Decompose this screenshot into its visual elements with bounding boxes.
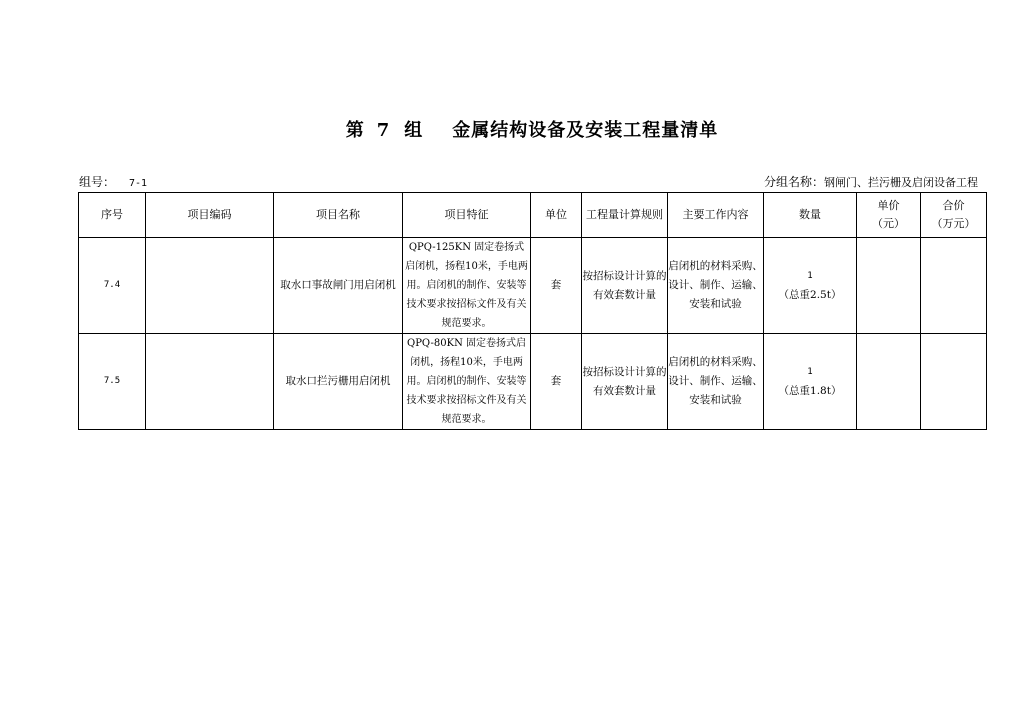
header-price-label: 单价: [877, 199, 900, 212]
header-total-label: 合价: [942, 199, 965, 212]
header-code: 项目编码: [146, 193, 274, 238]
header-total: [921, 193, 987, 238]
header-unit: 单位: [531, 193, 582, 238]
group-label: 组号：: [79, 175, 116, 189]
cell-work: 启闭机的材料采购、设计、制作、运输、安装和试验: [668, 238, 764, 334]
cell-name: 取水口拦污栅用启闭机: [274, 334, 403, 430]
cell-seq: 7.4: [79, 238, 146, 334]
cell-qty: [764, 334, 857, 430]
page-title: [0, 116, 1024, 142]
header-seq: 序号: [79, 193, 146, 238]
cell-features: QPQ-80KN 固定卷扬式启闭机，扬程10米，手电两用。启闭机的制作、安装等技术要求按招标文件及有关规范要求。: [403, 334, 531, 430]
header-name: 项目名称: [274, 193, 403, 238]
subgroup-value: 钢闸门、拦污栅及启闭设备工程: [824, 176, 978, 189]
bill-of-quantities-table: [78, 192, 987, 430]
cell-price: [857, 334, 921, 430]
table-row: [79, 238, 987, 334]
title-group-word: 组: [404, 120, 424, 141]
cell-code: [146, 334, 274, 430]
group-number: [79, 173, 147, 190]
header-total-unit: （万元）: [931, 217, 976, 230]
title-prefix: 第: [345, 120, 365, 141]
cell-seq: 7.5: [79, 334, 146, 430]
header-work: 主要工作内容: [668, 193, 764, 238]
cell-price: [857, 238, 921, 334]
cell-qty: [764, 238, 857, 334]
cell-qty-value: 1: [807, 270, 813, 281]
header-price: [857, 193, 921, 238]
group-value: 7-1: [129, 178, 148, 189]
table-header-row: [79, 193, 987, 238]
cell-qty-value: 1: [807, 366, 813, 377]
cell-total: [921, 238, 987, 334]
cell-qty-note: （总重2.5t）: [778, 288, 842, 301]
title-main: 金属结构设备及安装工程量清单: [452, 120, 719, 141]
header-price-unit: （元）: [872, 217, 905, 230]
header-qty: 数量: [764, 193, 857, 238]
subgroup-label: 分组名称：: [763, 175, 824, 189]
header-rule: 工程量计算规则: [582, 193, 668, 238]
cell-rule: 按招标设计计算的有效套数计量: [582, 334, 668, 430]
cell-total: [921, 334, 987, 430]
cell-work: 启闭机的材料采购、设计、制作、运输、安装和试验: [668, 334, 764, 430]
header-features: 项目特征: [403, 193, 531, 238]
cell-features: QPQ-125KN 固定卷扬式启闭机，扬程10米，手电两用。启闭机的制作、安装等技术要求按招标文件及有关规范要求。: [403, 238, 531, 334]
cell-unit: 套: [531, 334, 582, 430]
cell-unit: 套: [531, 238, 582, 334]
cell-code: [146, 238, 274, 334]
table-row: [79, 334, 987, 430]
cell-qty-note: （总重1.8t）: [778, 384, 842, 397]
cell-rule: 按招标设计计算的有效套数计量: [582, 238, 668, 334]
title-number: 7: [376, 120, 391, 141]
cell-name: 取水口事故闸门用启闭机: [274, 238, 403, 334]
subgroup-name: [764, 173, 978, 190]
